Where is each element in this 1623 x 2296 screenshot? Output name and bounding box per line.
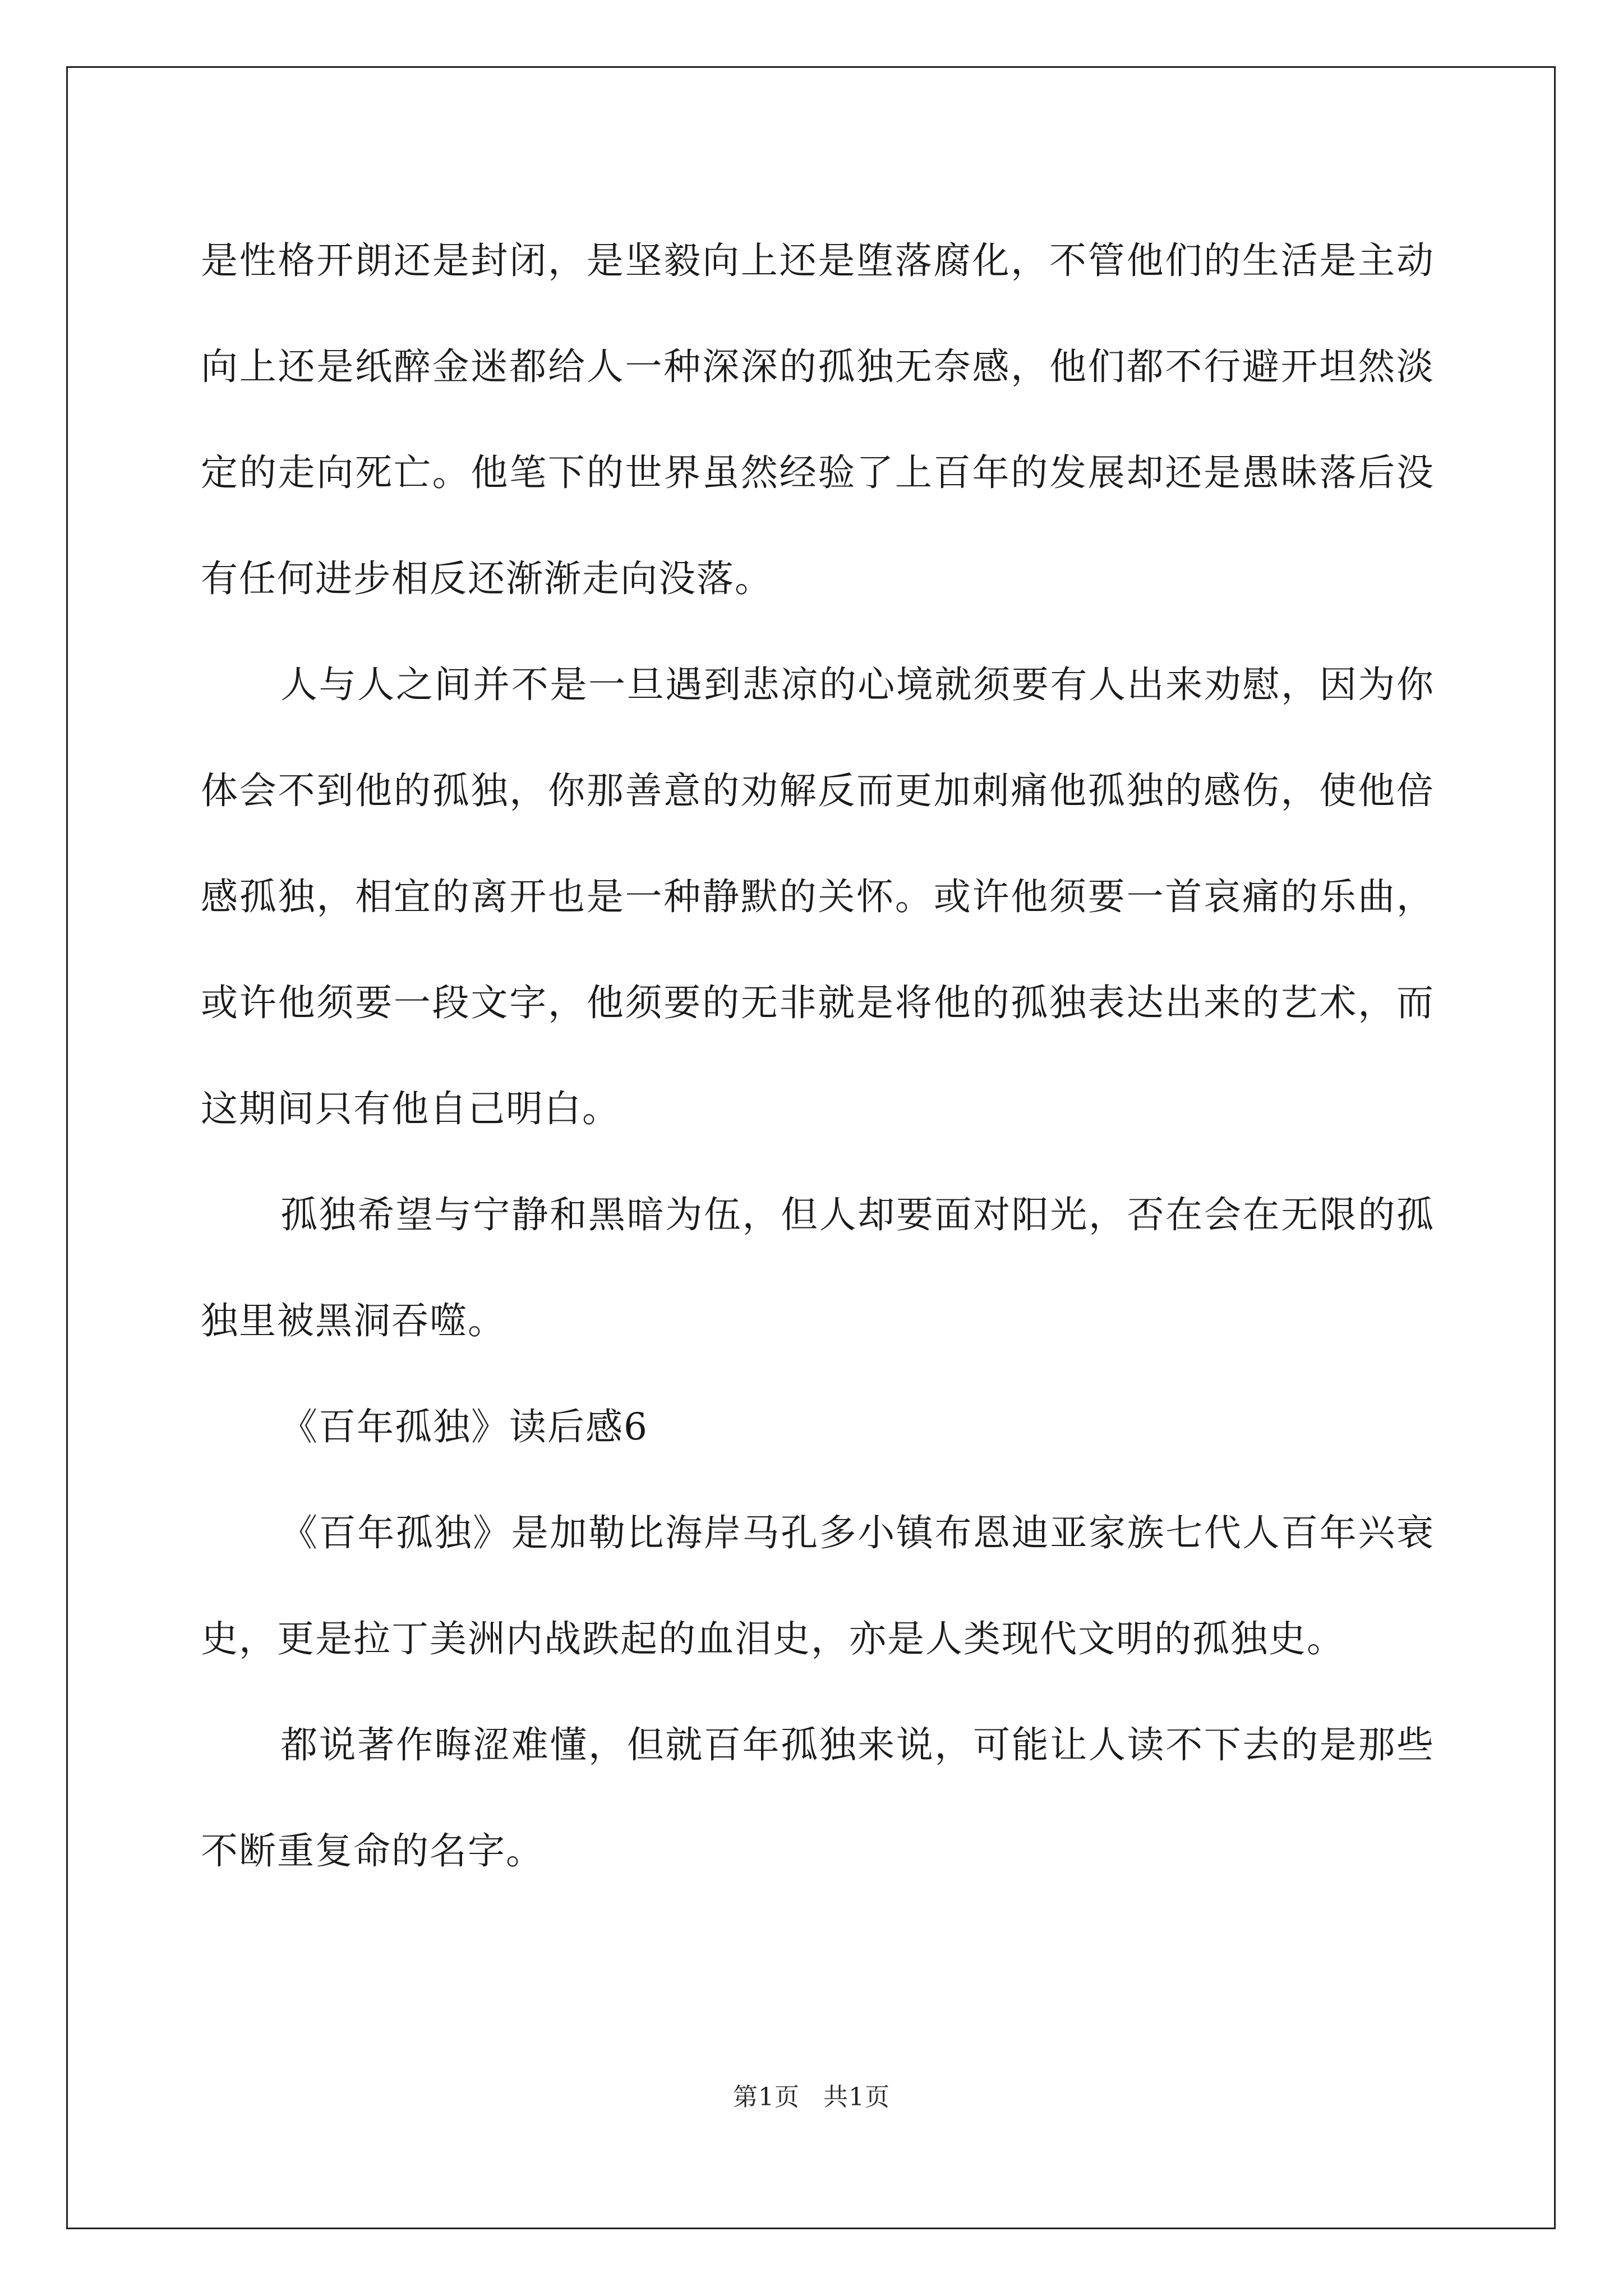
page-footer <box>0 2077 1623 2113</box>
paragraph-5: 都说著作晦涩难懂，但就百年孤独来说，可能让人读不下去的是那些不断重复命的名字。 <box>201 1723 1435 1872</box>
paragraph-1: 是性格开朗还是封闭，是坚毅向上还是堕落腐化，不管他们的生活是主动向上还是纸醉金迷都给人一种深深的孤独无奈感，他们都不行避开坦然淡定的走向死亡。他笔下的世界虽然经验了上百年的发展却还是愚昧落后没有任何进步相反还渐渐走向没落。 <box>201 239 1435 600</box>
paragraph-3: 孤独希望与宁静和黑暗为伍，但人却要面对阳光，否在会在无限的孤独里被黑洞吞噬。 <box>201 1193 1435 1342</box>
paragraph-2: 人与人之间并不是一旦遇到悲凉的心境就须要有人出来劝慰，因为你体会不到他的孤独，你那善意的劝解反而更加刺痛他孤独的感伤，使他倍感孤独，相宜的离开也是一种静默的关怀。或许他须要一首哀痛的乐曲，或许他须要一段文字，他须要的无非就是将他的孤独表达出来的艺术，而这期间只有他自己明白。 <box>201 663 1435 1130</box>
section-heading: 《百年孤独》读后感6 <box>280 1405 648 1448</box>
page-total: 共1页 <box>823 2083 890 2111</box>
page-number: 第1页 <box>733 2083 800 2111</box>
document-body <box>201 208 1435 1904</box>
paragraph-4: 《百年孤独》是加勒比海岸马孔多小镇布恩迪亚家族七代人百年兴衰史，更是拉丁美洲内战跌起的血泪史，亦是人类现代文明的孤独史。 <box>201 1511 1435 1660</box>
